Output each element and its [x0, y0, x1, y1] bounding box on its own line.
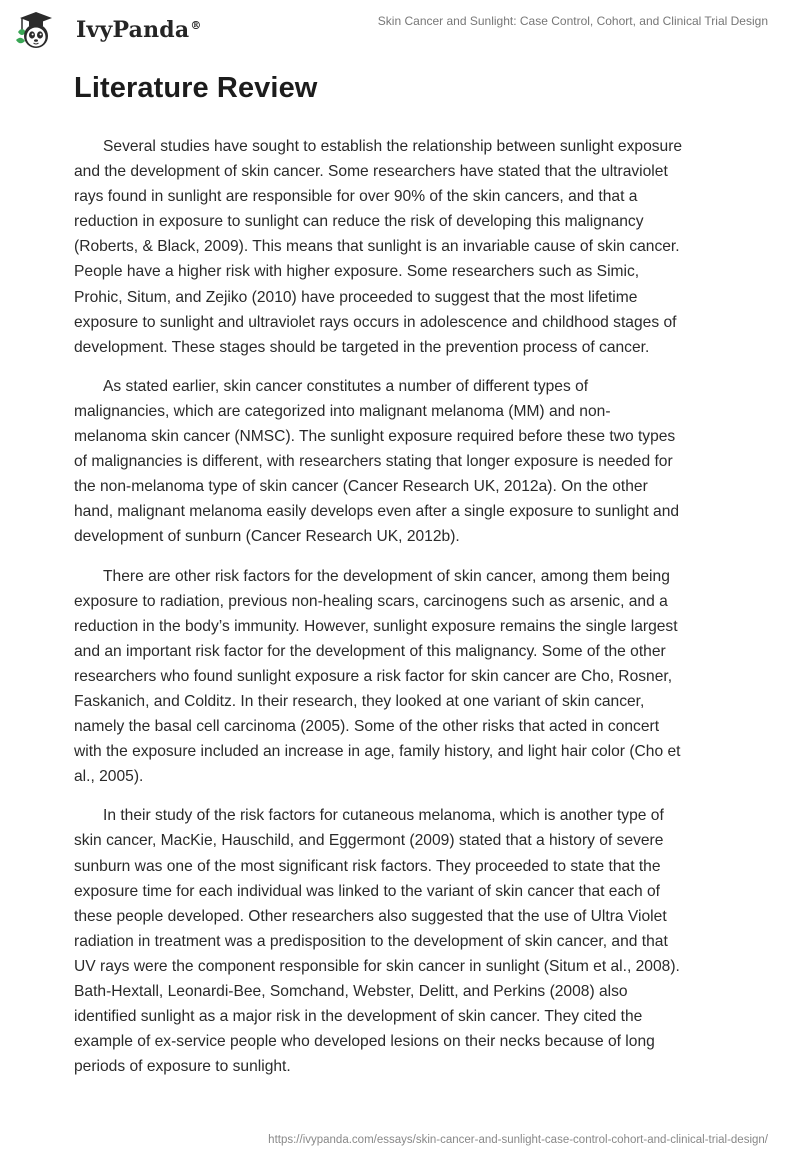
paragraph-2: As stated earlier, skin cancer constitutes a number of different types of malignancies, which are categorized into malignant melanoma (MM) and non- melanoma skin cancer (NMSC). The sunlight exposure required before these two types of malignancies is different, with researchers stating that longer exposure is needed for the non-melanoma type of skin cancer (Cancer Research UK, 2012a). On the other hand, malignant melanoma easily develops even after a single exposure to sunlight and development of sunburn (Cancer Research UK, 2012b).	[74, 377, 680, 546]
essay-body	[74, 134, 754, 1093]
section-heading: Literature Review	[74, 72, 318, 104]
paragraph-3: There are other risk factors for the development of skin cancer, among them being exposure to radiation, previous non-healing scars, carcinogens such as arsenic, and a reduction in the body’s immunity. However, sunlight exposure remains the single largest and an important risk factor for the development of this malignancy. Some of the other researchers who found sunlight exposure a risk factor for skin cancer are Cho, Rosner, Faskanich, and Colditz. In their research, they looked at one variant of skin cancer, namely the basal cell carcinoma (2005). Some of the other risks that acted in concert with the exposure included an increase in age, family history, and light hair color (Cho et al., 2005).	[74, 567, 681, 786]
registered-mark: ®	[190, 18, 202, 32]
paragraph-4: In their study of the risk factors for cutaneous melanoma, which is another type of skin cancer, MacKie, Hauschild, and Eggermont (2009) stated that a history of severe sunburn was one of the most significant risk factors. They proceeded to state that the exposure time for each individual was linked to the variant of skin cancer that each of these people developed. Other researchers also suggested that the use of Ultra Violet radiation in treatment was a predisposition to the development of skin cancer, and that UV rays were the component responsible for skin cancer in sunlight (Situm et al., 2008). Bath-Hextall, Leonardi-Bee, Somchand, Webster, Delitt, and Perkins (2008) also identified sunlight as a major risk in the development of skin cancer. They cited the example of ex-service people who developed lesions on their necks because of long periods of exposure to sunlight.	[74, 807, 680, 1076]
paragraph-1: Several studies have sought to establish the relationship between sunlight exposure and the development of skin cancer. Some researchers have stated that the ultraviolet rays found in sunlight are responsible for over 90% of the skin cancers, and that a reduction in exposure to sunlight can reduce the risk of developing this malignancy (Roberts, & Black, 2009). This means that sunlight is an invariable cause of skin cancer. People have a higher risk with higher exposure. Some researchers such as Simic, Prohic, Situm, and Zejiko (2010) have proceeded to suggest that the most lifetime exposure to sunlight and ultraviolet rays occurs in adolescence and childhood stages of development. These stages should be targeted in the prevention process of cancer.	[74, 138, 683, 356]
source-url-link[interactable]: https://ivypanda.com/essays/skin-cancer-and-sunlight-case-control-cohort-and-clinical-trial-design/	[268, 1134, 768, 1146]
brand-name-text: IvyPanda	[76, 17, 190, 43]
brand-logo-link[interactable]	[14, 10, 202, 50]
panda-graduate-icon	[14, 10, 70, 50]
page-header	[0, 0, 800, 62]
brand-name	[76, 17, 202, 43]
document-title: Skin Cancer and Sunlight: Case Control, Cohort, and Clinical Trial Design	[377, 14, 768, 28]
